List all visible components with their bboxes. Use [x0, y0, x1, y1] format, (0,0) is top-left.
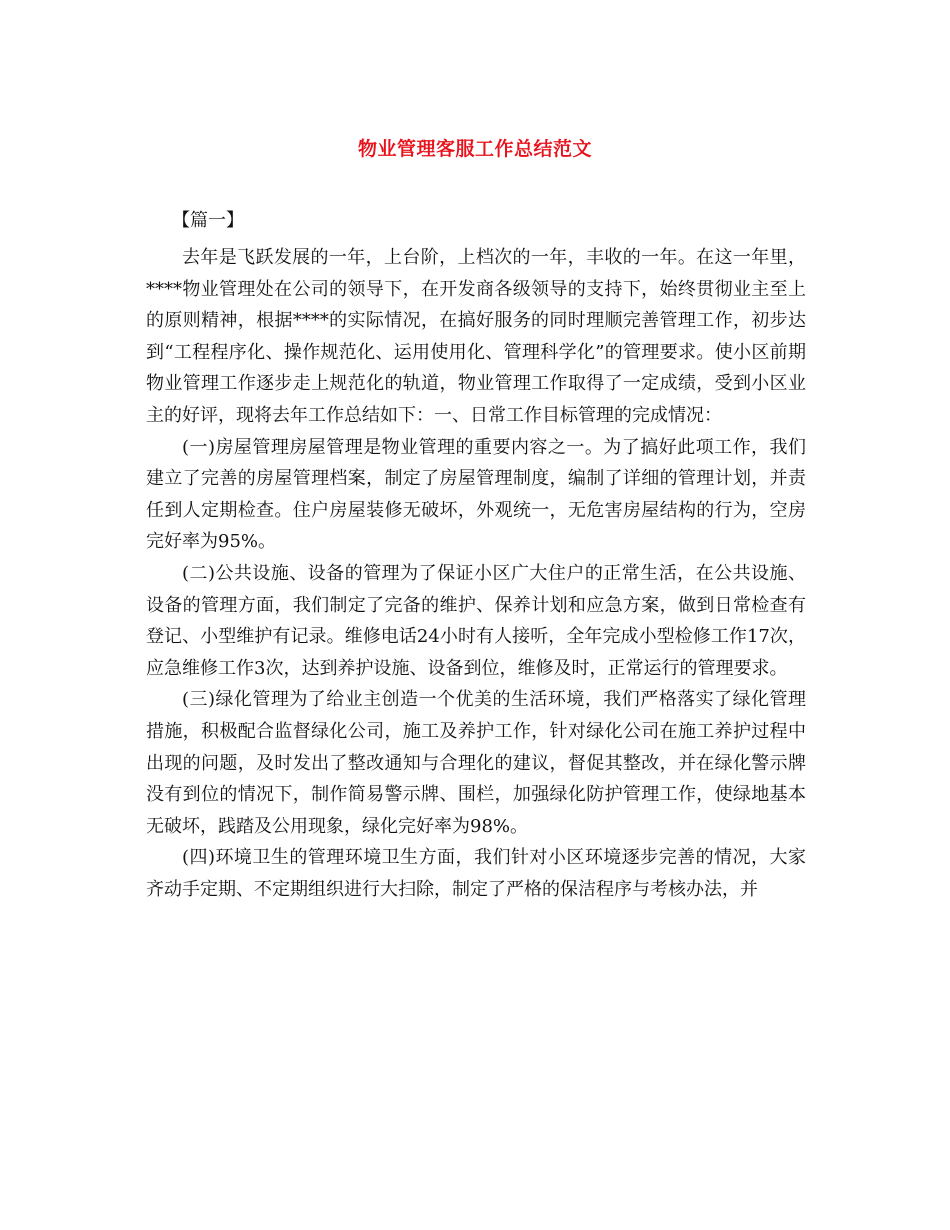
paragraph-housing-management: (一)房屋管理房屋管理是物业管理的重要内容之一。为了搞好此项工作，我们建立了完善的房屋管理档案，制定了房屋管理制度，编制了详细的管理计划，并责任到人定期检查。住户房屋装修无破坏，外观统一，无危害房屋结构的行为，空房完好率为95%。 — [146, 436, 806, 553]
paragraph-public-facilities: (二)公共设施、设备的管理为了保证小区广大住户的正常生活，在公共设施、设备的管理方面，我们制定了完备的维护、保养计划和应急方案，做到日常检查有登记、小型维护有记录。维修电话24小时有人接听，全年完成小型检修工作17次，应急维修工作3次，达到养护设施、设备到位，维修及时，正常运行的管理要求。 — [146, 562, 806, 679]
document-title: 物业管理客服工作总结范文 — [357, 138, 592, 160]
paragraph-greening-management: (三)绿化管理为了给业主创造一个优美的生活环境，我们严格落实了绿化管理措施，积极配合监督绿化公司，施工及养护工作，针对绿化公司在施工养护过程中出现的问题，及时发出了整改通知与合理化的建议，督促其整改，并在绿化警示牌没有到位的情况下，制作简易警示牌、围栏，加强绿化防护管理工作，使绿地基本无破坏，践踏及公用现象，绿化完好率为98%。 — [146, 689, 806, 837]
paragraph-environment-hygiene: (四)环境卫生的管理环境卫生方面，我们针对小区环境逐步完善的情况，大家齐动手定期、不定期组织进行大扫除，制定了严格的保洁程序与考核办法，并 — [146, 847, 806, 900]
paragraph-intro: 去年是飞跃发展的一年，上台阶，上档次的一年，丰收的一年。在这一年里，****物业管理处在公司的领导下，在开发商各级领导的支持下，始终贯彻业主至上的原则精神，根据****的实际情况，在搞好服务的同时理顺完善管理工作，初步达到“工程程序化、操作规范化、运用使用化、管理科学化”的管理要求。使小区前期物业管理工作逐步走上规范化的轨道，物业管理工作取得了一定成绩，受到小区业主的好评，现将去年工作总结如下：一、日常工作目标管理的完成情况： — [146, 247, 806, 426]
section-heading: 【篇一】 — [172, 210, 244, 231]
document-body — [146, 242, 806, 905]
